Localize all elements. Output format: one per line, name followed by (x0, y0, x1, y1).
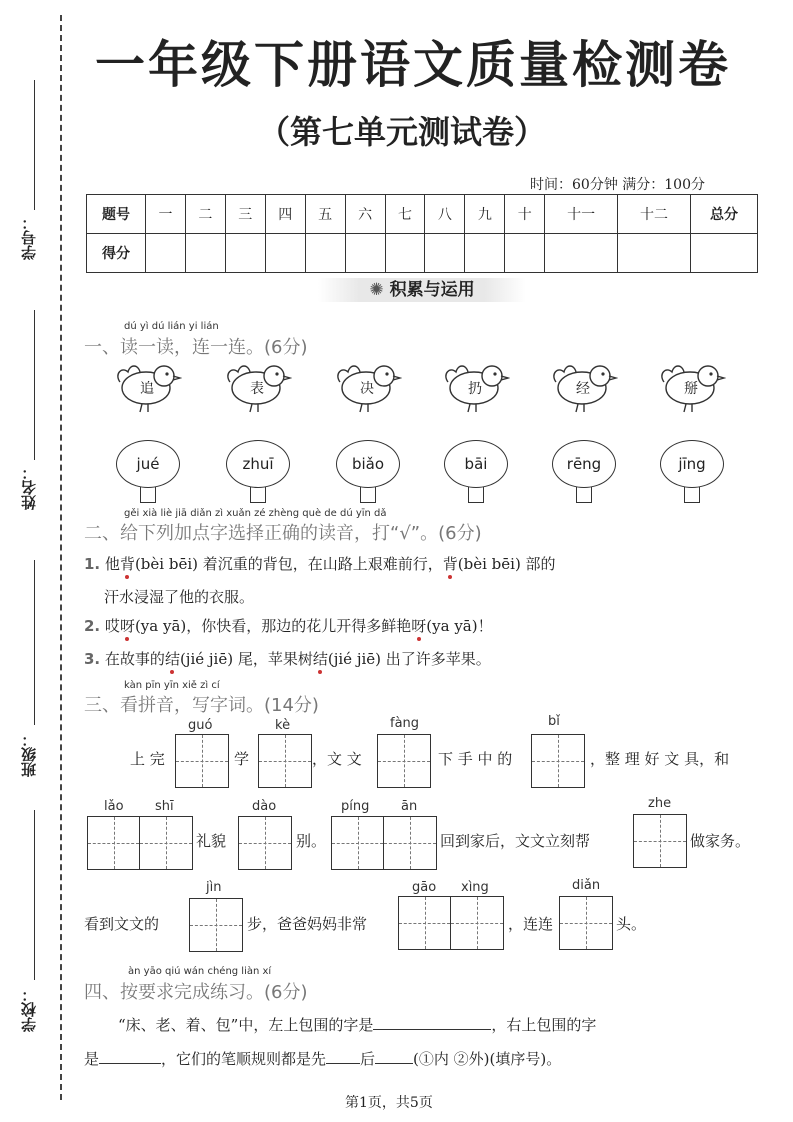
q2-text: 在故事的 (104, 650, 165, 668)
q2-choice-text[interactable]: (ya yā)！ (426, 617, 493, 635)
score-col: 二 (185, 195, 225, 234)
q4-text: (①内 ②外)(填序号)。 (413, 1050, 562, 1068)
tree-pinyin: biǎo (336, 440, 400, 488)
bird-card[interactable] (112, 360, 182, 415)
dotted-char: 结 (312, 650, 328, 668)
q2-text: 哎 (104, 617, 120, 635)
score-cell[interactable] (225, 234, 265, 273)
tree-card[interactable] (444, 440, 508, 502)
bird-char: 表 (250, 381, 264, 397)
q2-item-number: 2. (84, 617, 101, 635)
answer-blank[interactable] (99, 1063, 161, 1064)
dotted-char: 呀 (119, 617, 135, 635)
pinyin-xing: xìng (461, 880, 489, 895)
q2-text: 他 (104, 555, 120, 573)
page-footer: 第1页，共5页 (345, 1095, 433, 1111)
score-table-header-row (87, 195, 758, 234)
bird-char: 追 (140, 381, 154, 397)
q4-line-1 (118, 1014, 596, 1035)
q2-choice-text[interactable]: (bèi bēi) 部的 (457, 555, 556, 573)
q4-title: 四、按要求完成练习。(6分) (84, 982, 308, 1003)
score-col-header: 题号 (87, 195, 146, 234)
writing-grid-fang[interactable] (377, 734, 431, 788)
q3-title-pinyin: kàn pīn yīn xiě zì cí (124, 680, 220, 691)
score-cell[interactable] (185, 234, 225, 273)
q2-item-number: 1. (84, 555, 101, 573)
answer-blank[interactable] (375, 1063, 413, 1064)
score-col: 一 (146, 195, 186, 234)
score-cell[interactable] (618, 234, 691, 273)
score-col: 四 (265, 195, 305, 234)
bird-char: 掰 (684, 381, 698, 397)
dotted-char: 背 (442, 555, 458, 573)
section-banner-label: 积累与运用 (389, 280, 475, 300)
writing-grid-zhe[interactable] (633, 814, 687, 868)
q3-text: 上 完 (130, 750, 165, 768)
bird-card[interactable] (332, 360, 402, 415)
tree-pinyin: jué (116, 440, 180, 488)
pinyin-jin: jìn (206, 880, 222, 895)
dotted-char: 结 (164, 650, 180, 668)
q3-text: 头。 (616, 915, 647, 933)
tree-pinyin: rēng (552, 440, 616, 488)
score-col: 十二 (618, 195, 691, 234)
pinyin-ping: píng (341, 799, 370, 814)
score-table (86, 194, 758, 273)
q4-text: 后 (360, 1050, 376, 1068)
bird-card[interactable] (548, 360, 618, 415)
binding-dashed-line (60, 15, 62, 1100)
writing-grid-pingan[interactable] (331, 816, 437, 870)
writing-grid-bi[interactable] (531, 734, 585, 788)
score-cell[interactable] (305, 234, 345, 273)
school-blank-line[interactable] (34, 810, 35, 980)
name-label: 姓名： (20, 465, 38, 510)
q2-choice-text[interactable]: (bèi bēi) 着沉重的背包，在山路上艰难前行， (134, 555, 443, 573)
score-cell[interactable] (265, 234, 305, 273)
tree-card[interactable] (552, 440, 616, 502)
writing-grid-guo[interactable] (175, 734, 229, 788)
bird-card[interactable] (656, 360, 726, 415)
q3-title: 三、看拼音，写字词。(14分) (84, 695, 319, 716)
score-col: 三 (225, 195, 265, 234)
q3-text: 看到文文的 (84, 915, 160, 933)
tree-pinyin: jīng (660, 440, 724, 488)
q3-text: 下 手 中 的 (438, 750, 513, 768)
score-cell[interactable] (691, 234, 758, 273)
pinyin-guo: guó (188, 718, 213, 733)
class-blank-line[interactable] (34, 560, 35, 725)
tree-card[interactable] (226, 440, 290, 502)
score-table-score-row (87, 234, 758, 273)
score-col: 十一 (545, 195, 618, 234)
pinyin-dian: diǎn (572, 878, 601, 893)
tree-card[interactable] (336, 440, 400, 502)
q3-text: 回到家后，文文立刻帮 (440, 832, 591, 850)
pinyin-shi: shī (155, 799, 174, 814)
q4-text: 是 (84, 1050, 100, 1068)
writing-grid-dian[interactable] (559, 896, 613, 950)
tree-card[interactable] (660, 440, 724, 502)
q2-item-1 (84, 553, 556, 574)
class-label: 班级： (20, 732, 38, 777)
q2-choice-text[interactable]: (jié jiē) 出了许多苹果。 (327, 650, 491, 668)
time-info: 时间：60分钟 满分：100分 (530, 177, 705, 193)
score-col: 七 (385, 195, 425, 234)
writing-grid-gaoxing[interactable] (398, 896, 504, 950)
school-label: 学校： (20, 987, 38, 1032)
q4-text: “床、老、着、包”中，左上包围的字是 (118, 1016, 374, 1034)
dotted-char: 背 (119, 555, 135, 573)
score-row-label: 得分 (87, 234, 146, 273)
q3-text: 别。 (296, 832, 327, 850)
writing-grid-dao[interactable] (238, 816, 292, 870)
sun-icon: ✺ (369, 280, 384, 300)
writing-grid-laoshi[interactable] (87, 816, 193, 870)
score-cell[interactable] (465, 234, 505, 273)
dotted-char: 呀 (411, 617, 427, 635)
q3-text: ，连连 (508, 915, 554, 933)
q4-text: ，它们的笔顺规则都是先 (161, 1050, 327, 1068)
q3-text: 做家务。 (690, 832, 751, 850)
score-col: 八 (425, 195, 465, 234)
writing-grid-jin[interactable] (189, 898, 243, 952)
pinyin-gao: gāo (412, 880, 437, 895)
answer-blank[interactable] (373, 1029, 491, 1030)
tree-card[interactable] (116, 440, 180, 502)
score-cell[interactable] (545, 234, 618, 273)
id-label: 学号： (20, 215, 38, 260)
q1-title: 一、读一读，连一连。(6分) (84, 337, 308, 358)
pinyin-ke: kè (275, 718, 291, 733)
section-banner (318, 278, 526, 302)
q3-text: ，文 文 (312, 750, 362, 768)
bird-char: 经 (576, 381, 590, 397)
tree-pinyin: zhuī (226, 440, 290, 488)
q1-title-pinyin: dú yì dú lián yi lián (124, 321, 219, 332)
q3-text: 学 (234, 750, 250, 768)
q3-text: 礼貌 (196, 832, 227, 850)
score-col-total: 总分 (691, 195, 758, 234)
bird-card[interactable] (222, 360, 292, 415)
writing-grid-ke[interactable] (258, 734, 312, 788)
answer-blank[interactable] (326, 1063, 360, 1064)
q2-item-3 (84, 648, 491, 669)
q2-choice-text[interactable]: (jié jiē) 尾，苹果树 (179, 650, 313, 668)
q2-choice-text[interactable]: (ya yā)，你快看，那边的花儿开得多鲜艳 (134, 617, 412, 635)
name-blank-line[interactable] (34, 310, 35, 460)
q4-text: ，右上包围的字 (491, 1016, 597, 1034)
pinyin-fang: fàng (390, 716, 420, 731)
q2-item-number: 3. (84, 650, 101, 668)
score-cell[interactable] (345, 234, 385, 273)
bird-char: 决 (360, 381, 374, 397)
pinyin-dao: dào (252, 799, 277, 814)
q2-item-1-cont: 汗水浸湿了他的衣服。 (104, 588, 255, 606)
bird-card[interactable] (440, 360, 510, 415)
q2-title-pinyin: gěi xià liè jiā diǎn zì xuǎn zé zhèng què de dú yīn dǎ (124, 508, 387, 519)
score-col: 九 (465, 195, 505, 234)
pinyin-lao: lǎo (104, 799, 124, 814)
score-cell[interactable] (385, 234, 425, 273)
score-col: 五 (305, 195, 345, 234)
tree-pinyin: bāi (444, 440, 508, 488)
pinyin-bi: bǐ (548, 714, 560, 729)
score-col: 六 (345, 195, 385, 234)
q3-text: ，整 理 好 文 具，和 (590, 750, 730, 768)
id-blank-line[interactable] (34, 80, 35, 210)
page-title: 一年级下册语文质量检测卷 (95, 35, 731, 94)
q2-title: 二、给下列加点字选择正确的读音，打“√”。(6分) (84, 523, 482, 544)
pinyin-an: ān (401, 799, 418, 814)
page-subtitle: （第七单元测试卷） (258, 113, 547, 151)
pinyin-zhe: zhe (648, 796, 672, 811)
score-cell[interactable] (146, 234, 186, 273)
q3-text: 步，爸爸妈妈非常 (247, 915, 368, 933)
q4-title-pinyin: àn yāo qiú wán chéng liàn xí (128, 966, 272, 977)
score-col: 十 (505, 195, 545, 234)
q2-item-2 (84, 615, 493, 636)
q4-line-2 (84, 1048, 561, 1069)
score-cell[interactable] (425, 234, 465, 273)
score-cell[interactable] (505, 234, 545, 273)
bird-char: 扔 (468, 381, 482, 397)
